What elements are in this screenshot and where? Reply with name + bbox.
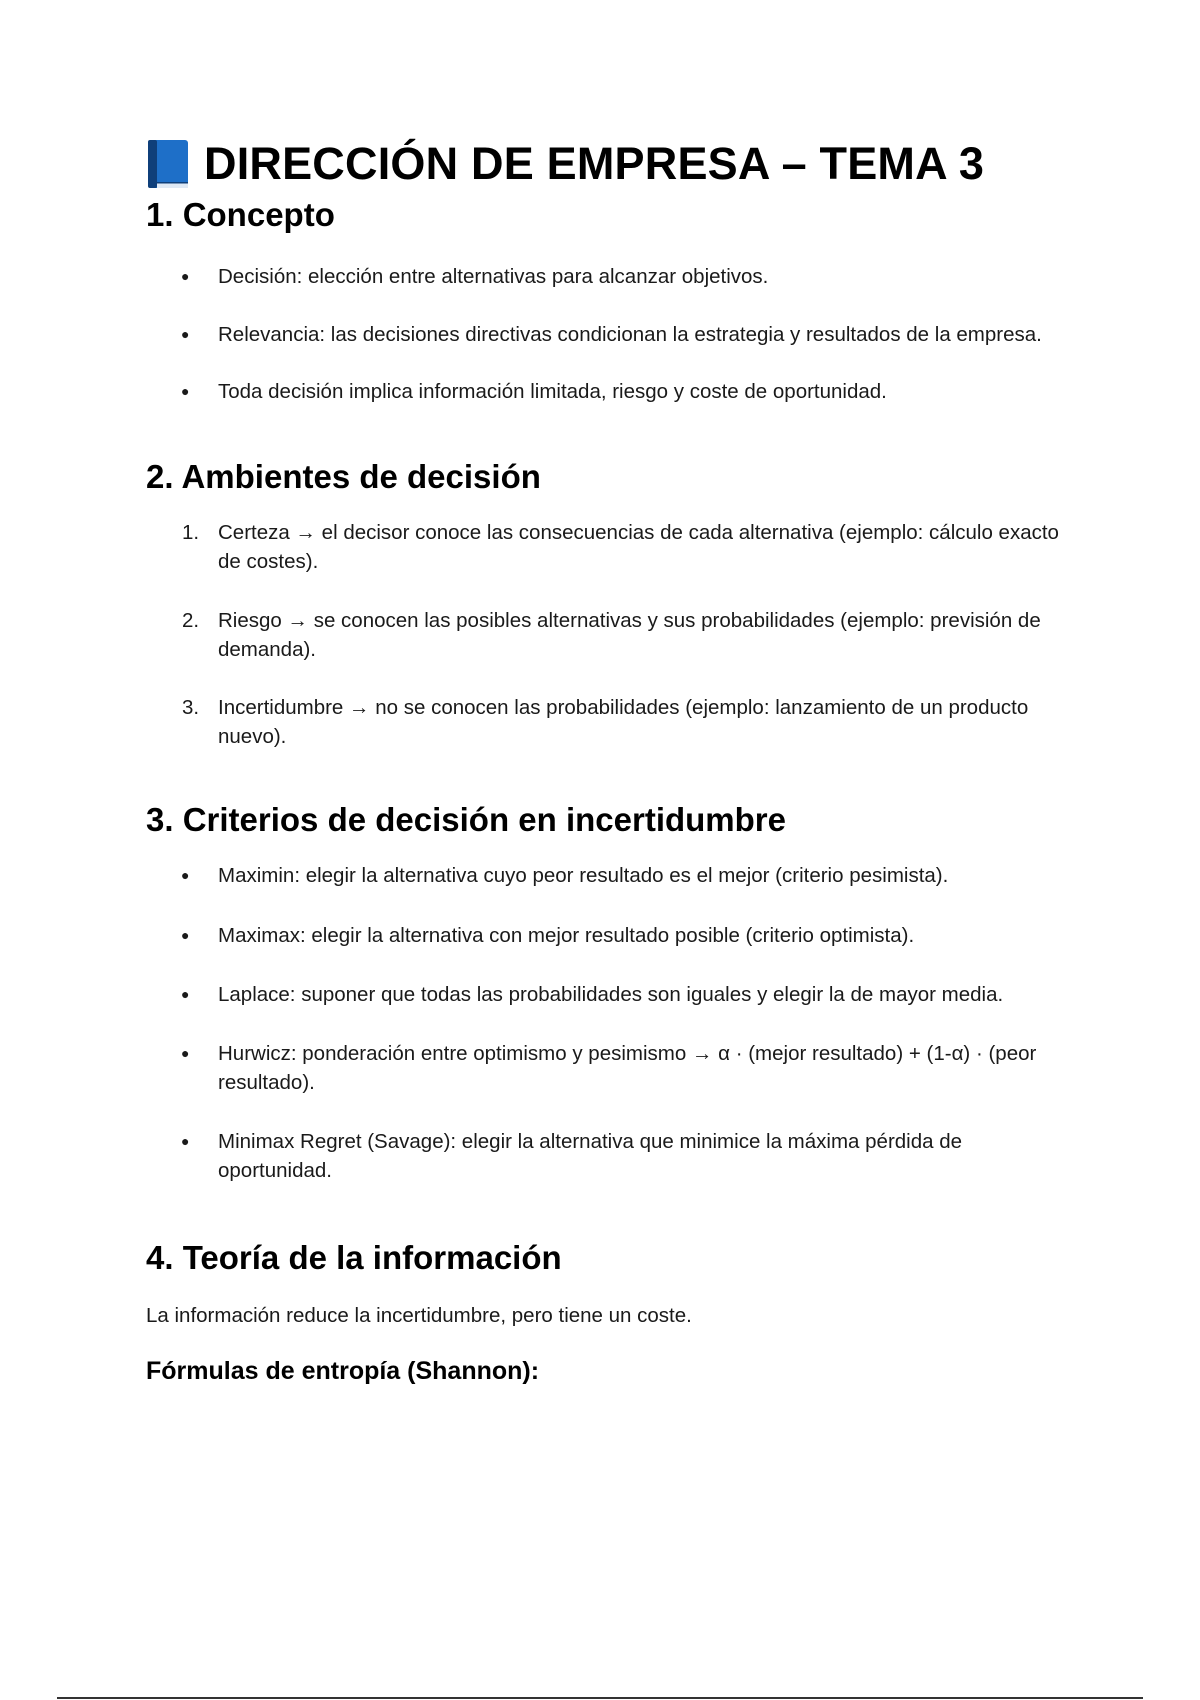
informacion-paragraph: La información reduce la incertidumbre, pero tiene un coste. (146, 1303, 692, 1327)
document-title-text: DIRECCIÓN DE EMPRESA – TEMA 3 (204, 138, 985, 190)
list-item (146, 693, 1066, 751)
list-item (146, 606, 1066, 664)
bullet-marker (181, 980, 189, 1011)
list-item-text: Maximax: elegir la alternativa con mejor resultado posible (criterio optimista). (218, 923, 915, 947)
list-item-text: Hurwicz: ponderación entre optimismo y pesimismo → α · (mejor resultado) + (1-α) · (peor resultado). (218, 1041, 1037, 1094)
list-item-text: Minimax Regret (Savage): elegir la alternativa que minimice la máxima pérdida de oportunidad. (218, 1129, 963, 1182)
bullet-marker (181, 1039, 189, 1070)
entropy-formulas-heading: Fórmulas de entropía (Shannon): (146, 1356, 540, 1385)
number-marker: 1. (182, 520, 200, 544)
list-item (146, 320, 1066, 349)
bullet-marker (181, 320, 189, 351)
number-marker: 2. (182, 608, 200, 632)
list-item (146, 518, 1066, 576)
list-item (146, 1127, 1066, 1185)
blue-book-icon (146, 138, 190, 190)
list-item-text: Toda decisión implica información limitada, riesgo y coste de oportunidad. (218, 379, 887, 403)
bullet-marker (181, 861, 189, 892)
document-title (146, 138, 1066, 190)
bullet-marker (181, 921, 189, 952)
list-item-text: Decisión: elección entre alternativas para alcanzar objetivos. (218, 264, 769, 288)
criterios-list (146, 861, 1066, 1185)
list-item-text: Incertidumbre → no se conocen las probabilidades (ejemplo: lanzamiento de un producto nuevo). (218, 695, 1029, 748)
list-item (146, 262, 1066, 291)
section-heading-ambientes: 2. Ambientes de decisión (146, 457, 541, 495)
section-heading-criterios: 3. Criterios de decisión en incertidumbre (146, 800, 787, 838)
list-item (146, 377, 1066, 406)
list-item-text: Riesgo → se conocen las posibles alternativas y sus probabilidades (ejemplo: previsión de demanda). (218, 608, 1041, 661)
document-page (146, 138, 1066, 1386)
list-item-text: Relevancia: las decisiones directivas condicionan la estrategia y resultados de la empresa. (218, 322, 1042, 346)
list-item (146, 921, 1066, 950)
ambientes-list (146, 518, 1066, 751)
concepto-list (146, 262, 1066, 406)
bullet-marker (181, 1127, 189, 1158)
list-item-text: Certeza → el decisor conoce las consecuencias de cada alternativa (ejemplo: cálculo exacto de costes). (218, 520, 1059, 573)
list-item (146, 861, 1066, 890)
bullet-marker (181, 262, 189, 293)
number-marker: 3. (182, 695, 200, 719)
list-item (146, 1039, 1066, 1097)
list-item (146, 980, 1066, 1009)
list-item-text: Maximin: elegir la alternativa cuyo peor resultado es el mejor (criterio pesimista). (218, 863, 949, 887)
section-heading-concepto: 1. Concepto (146, 196, 335, 233)
bullet-marker (181, 377, 189, 408)
section-heading-informacion: 4. Teoría de la información (146, 1238, 562, 1276)
list-item-text: Laplace: suponer que todas las probabilidades son iguales y elegir la de mayor media. (218, 982, 1004, 1006)
page-bottom-rule (57, 1697, 1143, 1699)
